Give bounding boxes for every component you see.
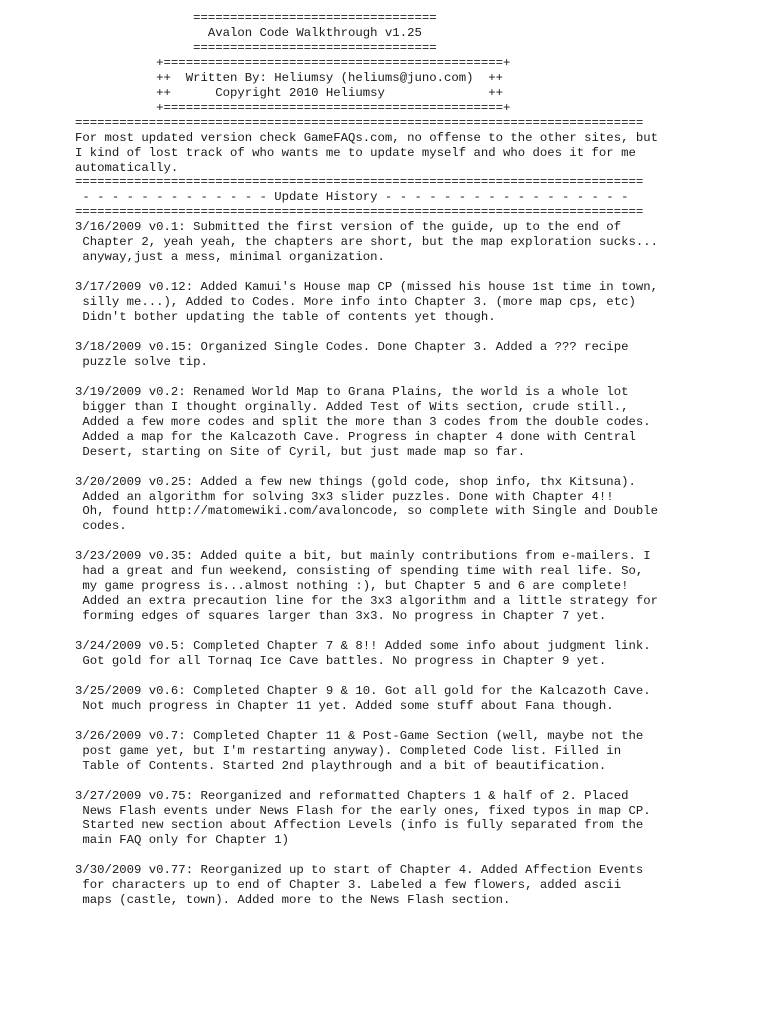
document-line: ============================================================================= — [75, 115, 644, 130]
document-line: ============================================================================= — [75, 175, 644, 190]
document-line: ============================================================================= — [75, 205, 644, 220]
document-line: Avalon Code Walkthrough v1.25 — [75, 25, 422, 40]
document-line: codes. — [75, 519, 127, 534]
document-line: - - - - - - - - - - - - - Update History - - - - - - - - - - - - - - - - - — [75, 190, 629, 205]
document-line: 3/23/2009 v0.35: Added quite a bit, but mainly contributions from e-mailers. I — [75, 549, 651, 564]
document-line: anyway,just a mess, minimal organization. — [75, 250, 385, 265]
document-line: 3/30/2009 v0.77: Reorganized up to start of Chapter 4. Added Affection Events — [75, 863, 644, 878]
document-line: +==============================================+ — [75, 55, 511, 70]
document-line: maps (castle, town). Added more to the News Flash section. — [75, 893, 511, 908]
document-line: Table of Contents. Started 2nd playthrough and a bit of beautification. — [75, 758, 607, 773]
document-line: 3/27/2009 v0.75: Reorganized and reformatted Chapters 1 & half of 2. Placed — [75, 788, 629, 803]
document-line: bigger than I thought orginally. Added Test of Wits section, crude still., — [75, 399, 629, 414]
document-line: 3/18/2009 v0.15: Organized Single Codes. Done Chapter 3. Added a ??? recipe — [75, 339, 629, 354]
document-line: Added an algorithm for solving 3x3 slider puzzles. Done with Chapter 4!! — [75, 489, 614, 504]
document-line: +==============================================+ — [75, 100, 511, 115]
document-line: Added a few more codes and split the more than 3 codes from the double codes. — [75, 414, 651, 429]
document-line: 3/17/2009 v0.12: Added Kamui's House map CP (missed his house 1st time in town, — [75, 280, 658, 295]
document-line: Added a map for the Kalcazoth Cave. Progress in chapter 4 done with Central — [75, 429, 636, 444]
document-line: ++ Copyright 2010 Heliumsy ++ — [75, 85, 504, 100]
document-line: ++ Written By: Heliumsy (heliums@juno.com) ++ — [75, 70, 504, 85]
document-line: Oh, found http://matomewiki.com/avaloncode, so complete with Single and Double — [75, 504, 658, 519]
document-line: Started new section about Affection Levels (info is fully separated from the — [75, 818, 644, 833]
document-line: ================================= — [75, 11, 437, 25]
document-line: my game progress is...almost nothing :), but Chapter 5 and 6 are complete! — [75, 579, 629, 594]
document-line: Added an extra precaution line for the 3x3 algorithm and a little strategy for — [75, 594, 658, 609]
document-line: Chapter 2, yeah yeah, the chapters are short, but the map exploration sucks... — [75, 235, 658, 250]
document-line: forming edges of squares larger than 3x3. No progress in Chapter 7 yet. — [75, 609, 607, 624]
document-line: 3/16/2009 v0.1: Submitted the first version of the guide, up to the end of — [75, 220, 622, 235]
document-line: puzzle solve tip. — [75, 354, 208, 369]
document-line: silly me...), Added to Codes. More info into Chapter 3. (more map cps, etc) — [75, 295, 636, 310]
document-line: 3/20/2009 v0.25: Added a few new things (gold code, shop info, thx Kitsuna). — [75, 474, 636, 489]
document-line: For most updated version check GameFAQs.com, no offense to the other sites, but — [75, 130, 658, 145]
document-line: News Flash events under News Flash for the early ones, fixed typos in map CP. — [75, 803, 651, 818]
document-line: post game yet, but I'm restarting anyway). Completed Code list. Filled in — [75, 743, 622, 758]
document-line: ================================= — [75, 40, 437, 55]
document-line: 3/26/2009 v0.7: Completed Chapter 11 & Post-Game Section (well, maybe not the — [75, 728, 644, 743]
document-line: 3/19/2009 v0.2: Renamed World Map to Grana Plains, the world is a whole lot — [75, 384, 629, 399]
document-line: Didn't bother updating the table of contents yet though. — [75, 310, 496, 325]
walkthrough-text — [75, 11, 658, 908]
document-line: Not much progress in Chapter 11 yet. Added some stuff about Fana though. — [75, 698, 614, 713]
document-line: 3/25/2009 v0.6: Completed Chapter 9 & 10. Got all gold for the Kalcazoth Cave. — [75, 683, 651, 698]
document-line: main FAQ only for Chapter 1) — [75, 833, 290, 848]
document-line: for characters up to end of Chapter 3. Labeled a few flowers, added ascii — [75, 878, 622, 893]
document-line: Desert, starting on Site of Cyril, but just made map so far. — [75, 444, 526, 459]
document-line: 3/24/2009 v0.5: Completed Chapter 7 & 8!! Added some info about judgment link. — [75, 639, 651, 654]
document-line: Got gold for all Tornaq Ice Cave battles. No progress in Chapter 9 yet. — [75, 653, 607, 668]
document-line: I kind of lost track of who wants me to update myself and who does it for me — [75, 145, 636, 160]
document-line: had a great and fun weekend, consisting of spending time with real life. So, — [75, 564, 644, 579]
document-line: automatically. — [75, 160, 179, 175]
